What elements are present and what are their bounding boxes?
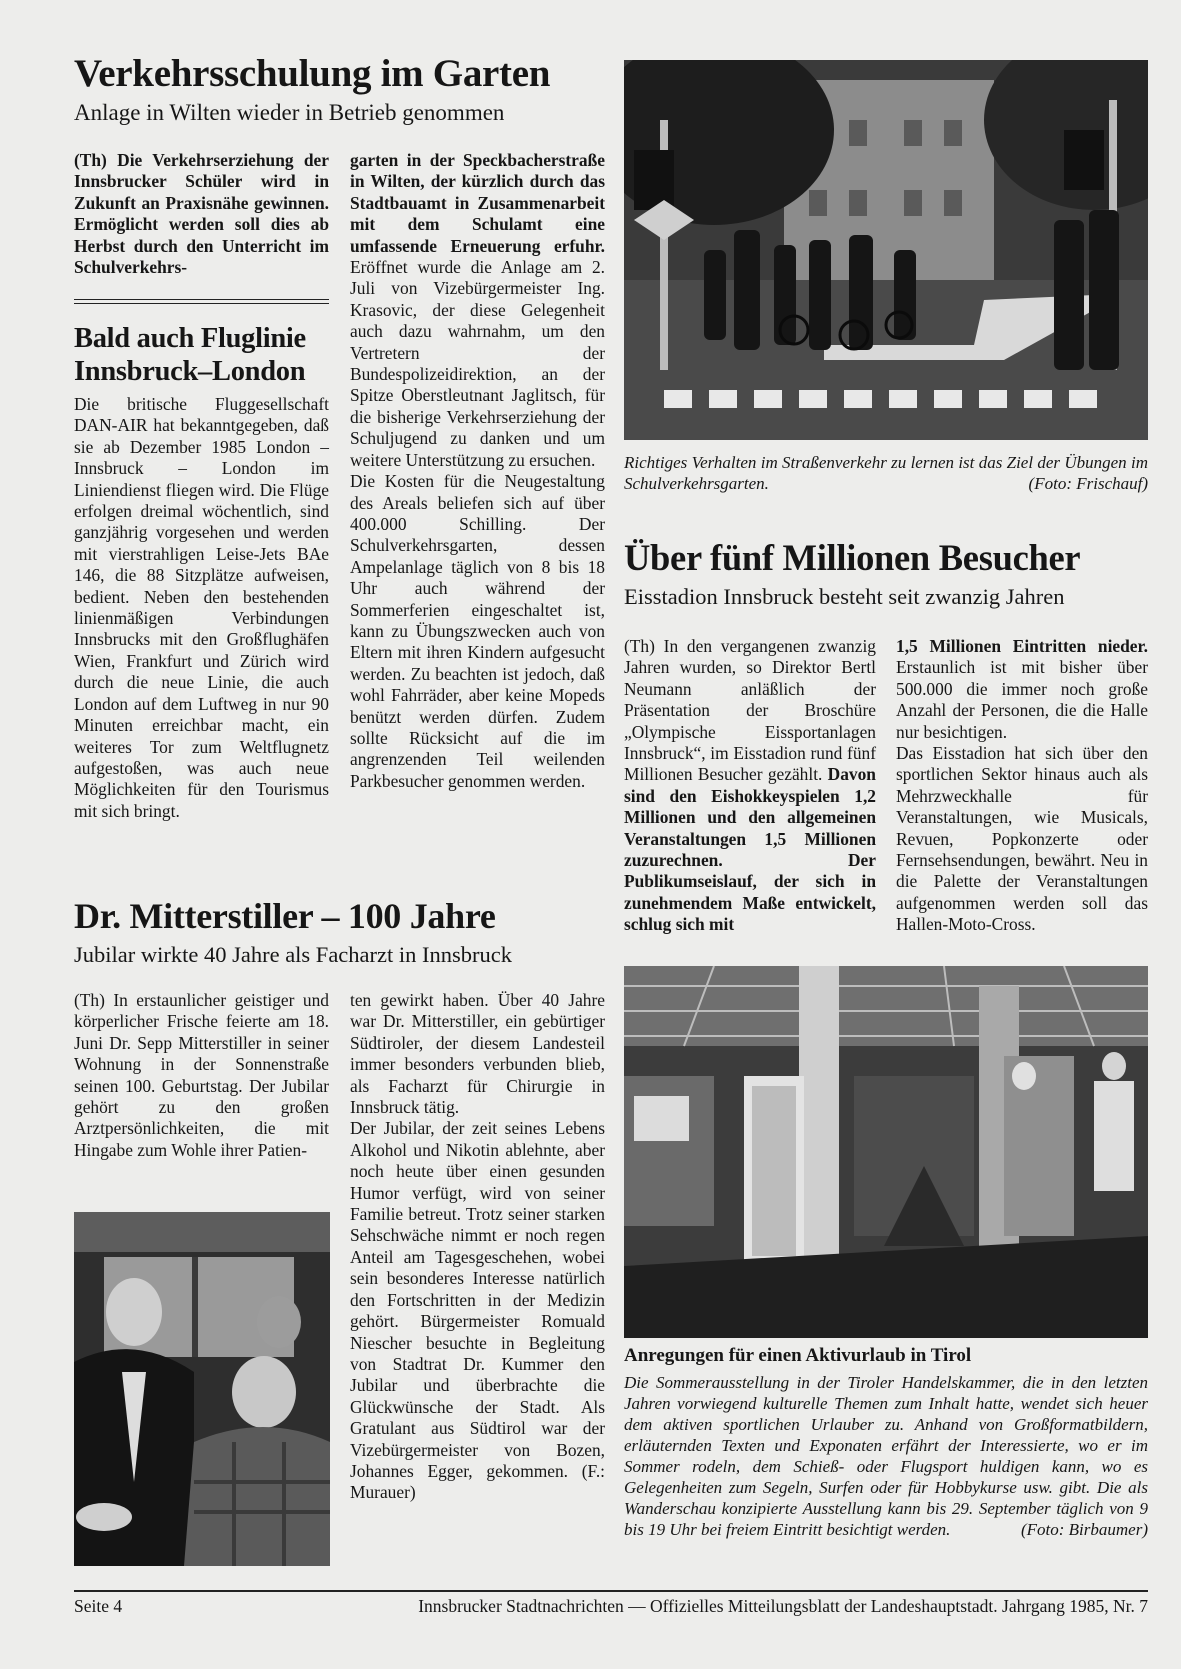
article5-headline: Anregungen für einen Aktivurlaub in Tirol	[624, 1345, 972, 1366]
article1-col1-lead: (Th) Die Verkehrserziehung der Innsbrucker Schüler wird in Zukunft an Praxisnähe gewinnen. Ermöglicht werden soll dies ab Herbst durch den Unterricht im Schulverkehrs-	[74, 150, 329, 278]
exhibition-photo	[624, 966, 1148, 1338]
article1-headline: Verkehrsschulung im Garten	[74, 52, 551, 95]
separator-rule	[74, 299, 329, 304]
article1-col2-text2: Die Kosten für die Neugestaltung des Areals beliefen sich auf über 400.000 Schilling. Der Schulverkehrsgarten, dessen Ampelanlage täglich von 8 bis 18 Uhr auch während der Sommerferien eingeschaltet ist, kann zu Übungszwecken auch von Eltern mit ihren Kindern aufgesucht werden. Zu beachten ist jedoch, daß wohl Fahrräder, aber keine Mopeds benützt werden dürfen. Zudem sollte Rücksicht auf die im angrenzenden Teil weilenden Parkbesucher genommen werden.	[350, 471, 605, 791]
exhibition-photo-credit: (Foto: Birbaumer)	[1020, 1520, 1148, 1539]
article2-body: Die britische Fluggesellschaft DAN-AIR hat bekanntgegeben, daß sie ab Dezember 1985 London – Innsbruck – London im Liniendienst fliegen wird. Die Flüge erfolgen dreimal wöchentlich, sind ganzjährig vorgesehen und werden mit vierstrahligen Leise-Jets BAe 146, die 88 Sitzplätze aufweisen, bedient. Neben den bestehenden linienmäßigen Verbindungen Innsbrucks mit den Großflughäfen Wien, Frankfurt und Zürich wird durch die neue Linie, die auch London auf dem Luftweg in nur 90 Minuten erreichbar macht, ein weiteres Tor zum Weltflugnetz aufgestoßen, was auch neue Möglichkeiten für den Tourismus mit sich bringt.	[74, 394, 329, 821]
traffic-school-caption-text: Richtiges Verhalten im Straßenverkehr zu lernen ist das Ziel der Übungen im Schulverkehrsgarten.	[624, 453, 1148, 493]
article5-caption	[624, 1372, 1148, 1540]
article3-col2-bold: 1,5 Millionen Eintritten nieder.	[896, 636, 1148, 656]
article1-subhead: Anlage in Wilten wieder in Betrieb genommen	[74, 100, 505, 125]
article4-col2	[350, 990, 605, 1504]
footer-rule	[74, 1590, 1148, 1592]
article3-col1-bold: Davon sind den Eishokkeyspielen 1,2 Millionen und den allgemeinen Veranstaltungen 1,5 Millionen zuzurechnen. Der Publikumseislauf, der sich in zunehmendem Maße entwickelt, schlug sich mit	[624, 764, 876, 935]
jubilee-photo	[74, 1212, 330, 1566]
article4-col2-text2: Der Jubilar, der zeit seines Lebens Alkohol und Nikotin ablehnte, aber noch heute über einen gesunden Humor verfügt, wird von seiner Familie betreut. Trotz seiner starken Sehschwäche nimmt er noch regen Anteil am Tagesgeschehen, wobei sein besonderes Interesse natürlich den Fortschritten in der Medizin gehört. Bürgermeister Romuald Niescher besuchte in Begleitung von Stadtrat Dr. Kummer den Jubilar und überbrachte die Glückwünsche der Stadt. Als Gratulant aus Südtirol war der Vizebürgermeister von Bozen, Johannes Egger, gekommen.	[350, 1118, 605, 1481]
traffic-school-photo-credit: (Foto: Frischauf)	[1028, 474, 1148, 493]
article1-col2-text: Eröffnet wurde die Anlage am 2. Juli von Vizebürgermeister Ing. Krasovic, der diese Gelegenheit auch dazu wahrnahm, um den Vertretern der Bundespolizeidirektion, an der Spitze Oberstleutnant Jaglitsch, für die bisherige Verkehrserziehung der Schuljugend zu danken und um weitere Unterstützung zu ersuchen.	[350, 257, 605, 470]
article4-subhead: Jubilar wirkte 40 Jahre als Facharzt in Innsbruck	[74, 942, 512, 967]
article3-col2	[896, 636, 1148, 936]
article3-col2-text2: Das Eisstadion hat sich über den sportlichen Sektor hinaus auch als Mehrzweckhalle für Veranstaltungen, wie Musicals, Revuen, Popkonzerte oder Fernsehsendungen, bewährt. Neu in die Palette der Veranstaltungen aufgenommen werden soll das Hallen-Moto-Cross.	[896, 743, 1148, 935]
page-number: Seite 4	[74, 1596, 123, 1616]
article5-caption-text: Die Sommerausstellung in der Tiroler Handelskammer, die in den letzten Jahren vorwiegend kulturelle Themen zum Inhalt hatte, wendet sich heuer dem aktiven sportlichen Urlauber zu. Anhand von Großformatbildern, erläuternden Texten und Exponaten erfährt der Interessierte, wo er im Sommer rodeln, dem Schieß- oder Flugsport huldigen kann, wo es Gelegenheiten zum Segeln, Surfen oder für Hobbykurse usw. gibt. Die als Wanderschau konzipierte Ausstellung kann bis 29. September täglich von 9 bis 19 Uhr bei freiem Eintritt besichtigt werden.	[624, 1373, 1148, 1539]
article3-col1-text: (Th) In den vergangenen zwanzig Jahren wurden, so Direktor Bertl Neumann anläßlich der Präsentation der Broschüre „Olympische Eissportanlagen Innsbruck“, im Eisstadion rund fünf Millionen Besucher gezählt.	[624, 636, 876, 785]
article3-subhead: Eisstadion Innsbruck besteht seit zwanzig Jahren	[624, 584, 1065, 609]
article1-col2	[350, 150, 605, 792]
article3-headline: Über fünf Millionen Besucher	[624, 537, 1081, 578]
article1-col2-lead: garten in der Speckbacherstraße in Wilten, der kürzlich durch das Stadtbauamt in Zusammenarbeit mit dem Schulamt eine umfassende Erneuerung erfuhr.	[350, 150, 605, 256]
article4-headline: Dr. Mitterstiller – 100 Jahre	[74, 896, 496, 936]
traffic-school-caption	[624, 452, 1148, 494]
article4-photo-credit: (F.: Murauer)	[350, 1460, 605, 1503]
article2-headline: Bald auch Fluglinie Innsbruck–London	[74, 323, 306, 387]
publication-info: Innsbrucker Stadtnachrichten — Offizielles Mitteilungsblatt der Landeshauptstadt. Jahrgang 1985, Nr. 7	[418, 1596, 1148, 1616]
article4-col2-text: ten gewirkt haben. Über 40 Jahre war Dr. Mitterstiller, ein gebürtiger Südtiroler, der diesem Landesteil immer besonders verbunden blieb, als Facharzt für Chirurgie in Innsbruck tätig.	[350, 990, 605, 1118]
article3-col1	[624, 636, 876, 936]
article3-col2-text: Erstaunlich ist mit bisher über 500.000 die immer noch große Anzahl der Personen, die die Halle nur besichtigen.	[896, 657, 1148, 742]
traffic-school-photo	[624, 60, 1148, 440]
article4-col1: (Th) In erstaunlicher geistiger und körperlicher Frische feierte am 18. Juni Dr. Sepp Mitterstiller in seiner Wohnung in der Sonnenstraße seinen 100. Geburtstag. Der Jubilar gehört zu den großen Arztpersönlichkeiten, die mit Hingabe zum Wohle ihrer Patien-	[74, 990, 329, 1160]
